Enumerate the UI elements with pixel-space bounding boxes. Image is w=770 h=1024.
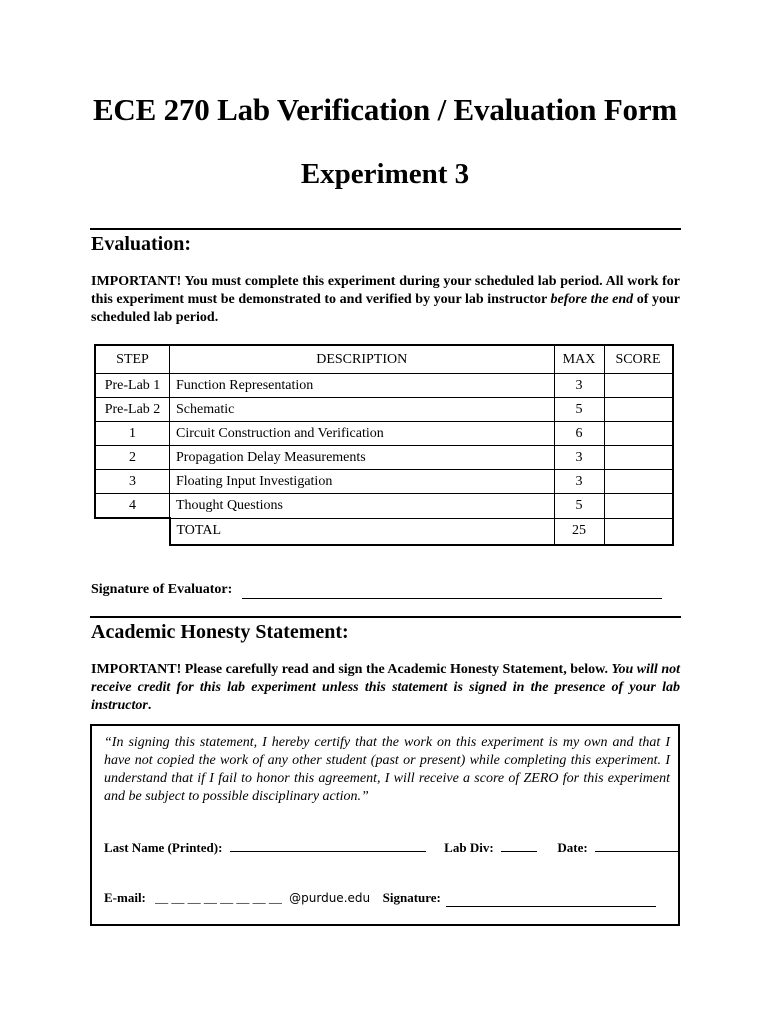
email-signature-row <box>104 890 656 907</box>
row-score-cell[interactable] <box>604 470 673 494</box>
form-title: ECE 270 Lab Verification / Evaluation Form <box>92 92 678 127</box>
honesty-important-note <box>91 661 680 715</box>
date-field[interactable] <box>595 851 679 852</box>
table-row <box>95 422 673 446</box>
total-max: 25 <box>554 518 604 545</box>
table-header-row <box>95 345 673 374</box>
student-signature-field[interactable] <box>446 890 656 907</box>
row-step: 4 <box>95 494 170 519</box>
header-max: MAX <box>554 345 604 374</box>
total-label: TOTAL <box>170 518 555 545</box>
header-description: DESCRIPTION <box>170 345 555 374</box>
evaluator-signature-line[interactable] <box>242 582 662 599</box>
name-div-date-row <box>104 840 679 856</box>
table-total-row <box>95 518 673 545</box>
email-label: E-mail: <box>104 890 146 905</box>
row-description: Schematic <box>170 398 555 422</box>
experiment-subtitle: Experiment 3 <box>300 158 470 190</box>
row-step: 2 <box>95 446 170 470</box>
table-row <box>95 470 673 494</box>
evaluator-signature-label: Signature of Evaluator: <box>91 582 233 597</box>
last-name-field[interactable] <box>230 851 426 852</box>
row-score-cell[interactable] <box>604 494 673 519</box>
signature-label: Signature: <box>382 890 441 905</box>
honesty-note-italic: You will not receive credit for this lab experiment unless this statement is signed in the presence of your lab instructor <box>91 662 681 713</box>
total-score-cell[interactable] <box>604 518 673 545</box>
row-score-cell[interactable] <box>604 422 673 446</box>
honesty-statement-text: “In signing this statement, I hereby certify that the work on this experiment is my own and that I have not copied the work of any other student (past or present) while completing this experiment. I understand that if I fail to honor this agreement, I will receive a score of ZERO for this experiment and be subject to possible disciplinary action.” <box>104 735 670 804</box>
row-description: Floating Input Investigation <box>170 470 555 494</box>
date-label: Date: <box>557 840 588 855</box>
last-name-label: Last Name (Printed): <box>104 840 223 855</box>
total-blank-cell <box>95 518 170 545</box>
note-italic: before the end <box>550 292 634 307</box>
row-score-cell[interactable] <box>604 446 673 470</box>
lab-div-label: Lab Div: <box>444 840 494 855</box>
row-score-cell[interactable] <box>604 374 673 398</box>
header-step: STEP <box>95 345 170 374</box>
evaluation-table <box>94 344 674 546</box>
evaluation-heading: Evaluation: <box>91 233 192 255</box>
row-description: Circuit Construction and Verification <box>170 422 555 446</box>
row-max: 6 <box>554 422 604 446</box>
header-score: SCORE <box>604 345 673 374</box>
evaluator-signature-row <box>91 582 662 599</box>
row-max: 5 <box>554 494 604 519</box>
row-description: Propagation Delay Measurements <box>170 446 555 470</box>
table-row <box>95 494 673 519</box>
note-tail: of your scheduled lab period. <box>91 292 680 325</box>
lab-div-field[interactable] <box>501 851 537 852</box>
note-lead: IMPORTANT! You must complete this experiment during your scheduled lab period. All work for this experiment must be demonstrated to and verified by your lab instructor <box>91 274 680 307</box>
honesty-statement-box <box>90 724 680 926</box>
row-description: Function Representation <box>170 374 555 398</box>
table-row <box>95 374 673 398</box>
row-max: 3 <box>554 446 604 470</box>
row-score-cell[interactable] <box>604 398 673 422</box>
evaluation-important-note <box>91 273 680 327</box>
row-step: Pre-Lab 2 <box>95 398 170 422</box>
row-step: Pre-Lab 1 <box>95 374 170 398</box>
row-max: 5 <box>554 398 604 422</box>
honesty-note-tail: . <box>147 698 152 713</box>
row-step: 3 <box>95 470 170 494</box>
row-step: 1 <box>95 422 170 446</box>
honesty-heading: Academic Honesty Statement: <box>91 621 349 643</box>
row-max: 3 <box>554 470 604 494</box>
section-divider <box>90 228 681 230</box>
email-domain: @purdue.edu <box>289 891 371 905</box>
email-blanks[interactable]: __ __ __ __ __ __ __ __ <box>155 890 282 905</box>
table-row <box>95 398 673 422</box>
section-divider <box>90 616 681 618</box>
row-description: Thought Questions <box>170 494 555 519</box>
honesty-note-lead: IMPORTANT! Please carefully read and sign the Academic Honesty Statement, below. <box>91 662 612 677</box>
row-max: 3 <box>554 374 604 398</box>
table-row <box>95 446 673 470</box>
